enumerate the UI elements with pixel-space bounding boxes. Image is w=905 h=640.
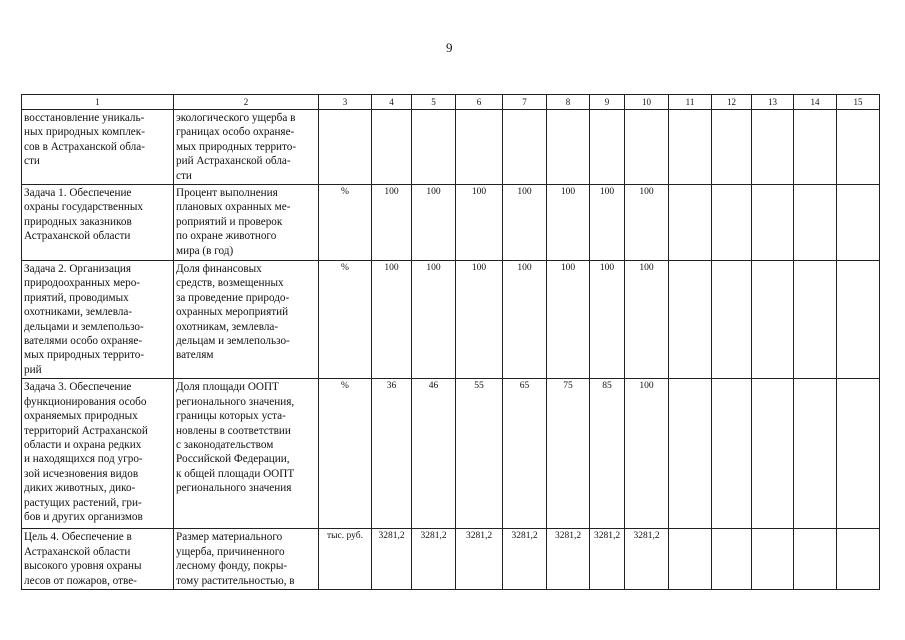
table-row xyxy=(22,110,880,185)
empty-cell xyxy=(837,261,880,379)
column-header: 9 xyxy=(590,95,625,110)
indicators-table xyxy=(21,94,880,590)
value-cell: 100 xyxy=(456,261,503,379)
column-header: 7 xyxy=(503,95,547,110)
unit-cell: % xyxy=(319,185,372,261)
column-header: 5 xyxy=(412,95,456,110)
indicator-cell: Процент выполнения плановых охранных ме- роприятий и проверок по охране животного мира (в год) xyxy=(174,185,319,261)
value-cell: 3281,2 xyxy=(590,529,625,590)
column-header: 15 xyxy=(837,95,880,110)
value-cell xyxy=(503,110,547,185)
value-cell: 3281,2 xyxy=(625,529,669,590)
column-header: 3 xyxy=(319,95,372,110)
value-cell: 55 xyxy=(456,379,503,529)
value-cell: 100 xyxy=(625,261,669,379)
column-header: 11 xyxy=(669,95,712,110)
empty-cell xyxy=(752,185,794,261)
value-cell: 36 xyxy=(372,379,412,529)
value-cell: 65 xyxy=(503,379,547,529)
empty-cell xyxy=(669,379,712,529)
column-header: 2 xyxy=(174,95,319,110)
column-header: 8 xyxy=(547,95,590,110)
value-cell: 100 xyxy=(372,185,412,261)
empty-cell xyxy=(794,185,837,261)
table-row xyxy=(22,185,880,261)
unit-cell: % xyxy=(319,261,372,379)
value-cell: 100 xyxy=(547,185,590,261)
column-header: 1 xyxy=(22,95,174,110)
empty-cell xyxy=(794,110,837,185)
value-cell: 100 xyxy=(590,261,625,379)
value-cell: 100 xyxy=(625,185,669,261)
indicator-cell: экологического ущерба в границах особо охраняе- мых природных террито- рий Астраханской обла- сти xyxy=(174,110,319,185)
indicator-cell: Доля финансовых средств, возмещенных за проведение природо- охранных мероприятий охотникам, землевла- дельцам и землепользо- вателям xyxy=(174,261,319,379)
value-cell: 100 xyxy=(412,261,456,379)
empty-cell xyxy=(752,110,794,185)
empty-cell xyxy=(794,379,837,529)
empty-cell xyxy=(794,529,837,590)
column-header: 10 xyxy=(625,95,669,110)
value-cell: 100 xyxy=(412,185,456,261)
table-row xyxy=(22,261,880,379)
value-cell: 3281,2 xyxy=(372,529,412,590)
empty-cell xyxy=(669,185,712,261)
empty-cell xyxy=(712,261,752,379)
empty-cell xyxy=(752,261,794,379)
goal-task-cell: Задача 2. Организация природоохранных меро- приятий, проводимых охотниками, землевла- дельцами и землепользо- вателями особо охраняе- мых природных террито- рий xyxy=(22,261,174,379)
empty-cell xyxy=(669,261,712,379)
unit-cell: тыс. руб. xyxy=(319,529,372,590)
value-cell xyxy=(625,110,669,185)
column-header: 14 xyxy=(794,95,837,110)
indicator-cell: Доля площади ООПТ регионального значения, границы которых уста- новлены в соответствии с законодательством Российской Федерации, к общей площади ООПТ регионального значения xyxy=(174,379,319,529)
header-row xyxy=(22,95,880,110)
value-cell: 3281,2 xyxy=(547,529,590,590)
unit-cell: % xyxy=(319,379,372,529)
value-cell: 3281,2 xyxy=(412,529,456,590)
page-number: 9 xyxy=(446,40,453,55)
empty-cell xyxy=(712,379,752,529)
column-header: 4 xyxy=(372,95,412,110)
value-cell: 3281,2 xyxy=(456,529,503,590)
value-cell: 100 xyxy=(456,185,503,261)
column-header: 6 xyxy=(456,95,503,110)
value-cell: 100 xyxy=(547,261,590,379)
value-cell: 100 xyxy=(625,379,669,529)
goal-task-cell: Задача 1. Обеспечение охраны государственных природных заказников Астраханской области xyxy=(22,185,174,261)
value-cell: 100 xyxy=(590,185,625,261)
empty-cell xyxy=(669,529,712,590)
table-row xyxy=(22,529,880,590)
value-cell xyxy=(456,110,503,185)
empty-cell xyxy=(837,185,880,261)
empty-cell xyxy=(712,529,752,590)
empty-cell xyxy=(712,185,752,261)
value-cell xyxy=(547,110,590,185)
value-cell: 75 xyxy=(547,379,590,529)
value-cell: 46 xyxy=(412,379,456,529)
value-cell: 3281,2 xyxy=(503,529,547,590)
value-cell: 100 xyxy=(503,185,547,261)
empty-cell xyxy=(752,379,794,529)
value-cell xyxy=(590,110,625,185)
goal-task-cell: Задача 3. Обеспечение функционирования особо охраняемых природных территорий Астраханской области и охрана редких и находящихся под угро- зой исчезновения видов диких животных, дико- растущих растений, гри- бов и других организмов xyxy=(22,379,174,529)
empty-cell xyxy=(837,379,880,529)
empty-cell xyxy=(794,261,837,379)
goal-task-cell: Цель 4. Обеспечение в Астраханской области высокого уровня охраны лесов от пожаров, отве- xyxy=(22,529,174,590)
value-cell xyxy=(372,110,412,185)
value-cell: 100 xyxy=(372,261,412,379)
table-row xyxy=(22,379,880,529)
value-cell xyxy=(412,110,456,185)
indicator-cell: Размер материального ущерба, причиненного лесному фонду, покры- тому растительностью, в xyxy=(174,529,319,590)
goal-task-cell: восстановление уникаль- ных природных комплек- сов в Астраханской обла- сти xyxy=(22,110,174,185)
empty-cell xyxy=(837,110,880,185)
empty-cell xyxy=(752,529,794,590)
unit-cell xyxy=(319,110,372,185)
empty-cell xyxy=(669,110,712,185)
empty-cell xyxy=(837,529,880,590)
value-cell: 85 xyxy=(590,379,625,529)
value-cell: 100 xyxy=(503,261,547,379)
empty-cell xyxy=(712,110,752,185)
column-header: 13 xyxy=(752,95,794,110)
column-header: 12 xyxy=(712,95,752,110)
